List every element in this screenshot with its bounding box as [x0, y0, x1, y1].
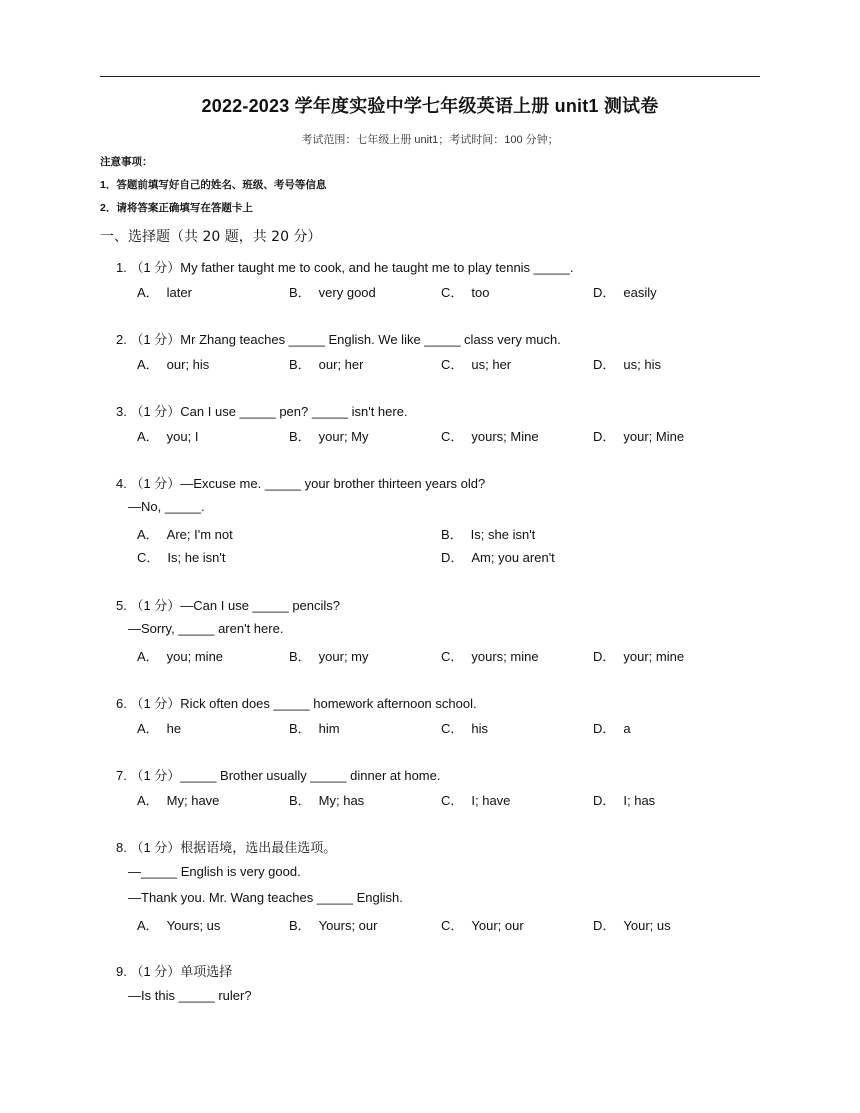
- option-b[interactable]: B． our; her: [289, 357, 364, 372]
- option-b[interactable]: B． your; My: [289, 429, 369, 444]
- option-c[interactable]: C． too: [441, 285, 490, 300]
- option-c[interactable]: C． Is; he isn't: [137, 550, 226, 565]
- option-d[interactable]: D． your; Mine: [593, 429, 685, 444]
- question-stem: 9. （1 分）单项选择: [116, 964, 233, 979]
- dialogue-line: —No, _____.: [128, 499, 205, 514]
- dialogue-line: —Thank you. Mr. Wang teaches _____ English.: [128, 890, 403, 905]
- notice-heading: 注意事项：: [100, 156, 153, 168]
- option-a[interactable]: A． you; I: [137, 429, 199, 444]
- option-b[interactable]: B． very good: [289, 285, 376, 300]
- notice-item: 1．答题前填写好自己的姓名、班级、考号等信息: [100, 179, 327, 191]
- option-b[interactable]: B． Yours; our: [289, 918, 378, 933]
- option-c[interactable]: C． Your; our: [441, 918, 524, 933]
- question-stem: 4. （1 分）—Excuse me. _____ your brother thirteen years old?: [116, 476, 486, 491]
- option-d[interactable]: D． your; mine: [593, 649, 685, 664]
- option-a[interactable]: A． Are; I'm not: [137, 527, 233, 542]
- option-d[interactable]: D． Am; you aren't: [441, 550, 555, 565]
- header-rule: [100, 76, 760, 77]
- question-stem: 3. （1 分）Can I use _____ pen? _____ isn't here.: [116, 404, 408, 419]
- option-c[interactable]: C． yours; Mine: [441, 429, 539, 444]
- question-stem: 8. （1 分）根据语境，选出最佳选项。: [116, 840, 337, 855]
- option-d[interactable]: D． a: [593, 721, 631, 736]
- option-a[interactable]: A． later: [137, 285, 192, 300]
- option-b[interactable]: B． your; my: [289, 649, 369, 664]
- option-d[interactable]: D． us; his: [593, 357, 661, 372]
- option-a[interactable]: A． Yours; us: [137, 918, 221, 933]
- question-stem: 2. （1 分）Mr Zhang teaches _____ English. We like _____ class very much.: [116, 332, 561, 347]
- question-stem: 1. （1 分）My father taught me to cook, and he taught me to play tennis _____.: [116, 260, 574, 275]
- question-stem: 5. （1 分）—Can I use _____ pencils?: [116, 598, 341, 613]
- section-heading: 一、选择题（共 20 题，共 20 分）: [100, 229, 322, 245]
- question-stem: 7. （1 分）_____ Brother usually _____ dinner at home.: [116, 768, 441, 783]
- option-a[interactable]: A． he: [137, 721, 182, 736]
- option-c[interactable]: C． yours; mine: [441, 649, 539, 664]
- option-b[interactable]: B． My; has: [289, 793, 365, 808]
- option-d[interactable]: D． easily: [593, 285, 657, 300]
- option-d[interactable]: D． I; has: [593, 793, 656, 808]
- notice-item: 2．请将答案正确填写在答题卡上: [100, 202, 253, 214]
- option-a[interactable]: A． our; his: [137, 357, 210, 372]
- option-b[interactable]: B． Is; she isn't: [441, 527, 536, 542]
- option-b[interactable]: B． him: [289, 721, 340, 736]
- option-c[interactable]: C． his: [441, 721, 489, 736]
- dialogue-line: —Sorry, _____ aren't here.: [128, 621, 284, 636]
- dialogue-line: —Is this _____ ruler?: [128, 988, 252, 1003]
- question-stem: 6. （1 分）Rick often does _____ homework afternoon school.: [116, 696, 477, 711]
- option-d[interactable]: D． Your; us: [593, 918, 671, 933]
- exam-info: 考试范围：七年级上册 unit1；考试时间：100 分钟；: [301, 134, 559, 146]
- option-a[interactable]: A． you; mine: [137, 649, 224, 664]
- option-a[interactable]: A． My; have: [137, 793, 220, 808]
- option-c[interactable]: C． I; have: [441, 793, 511, 808]
- page-title: 2022-2023 学年度实验中学七年级英语上册 unit1 测试卷: [201, 96, 659, 116]
- option-c[interactable]: C． us; her: [441, 357, 512, 372]
- dialogue-line: —_____ English is very good.: [128, 864, 301, 879]
